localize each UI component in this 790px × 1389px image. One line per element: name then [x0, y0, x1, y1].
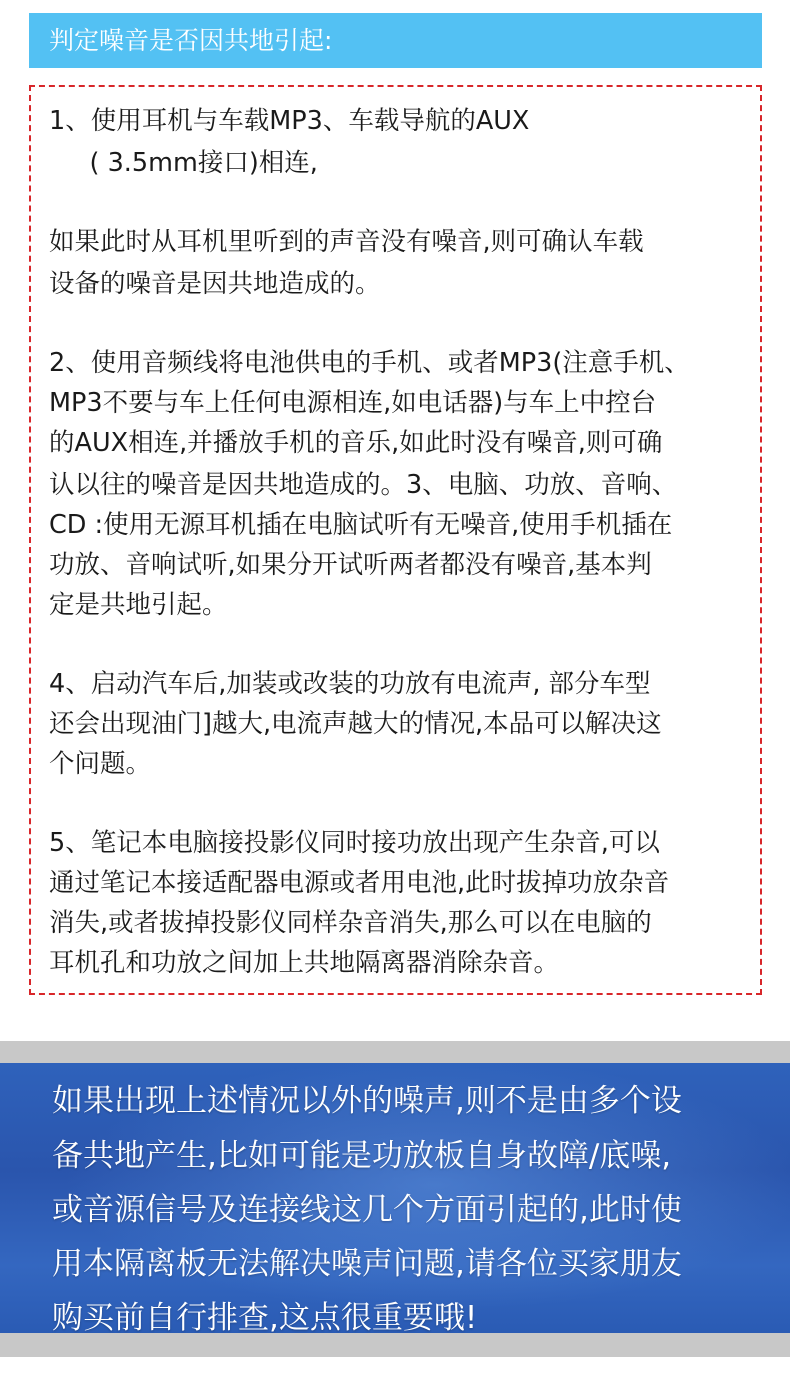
- paragraph-line: 消失,或者拔掉投影仪同样杂音消失,那么可以在电脑的: [49, 908, 652, 938]
- paragraph-line: 5、笔记本电脑接投影仪同时接功放出现产生杂音,可以: [49, 828, 660, 858]
- notice-banner: [0, 1063, 790, 1333]
- paragraph-line: 设备的噪音是因共地造成的。: [49, 269, 381, 299]
- paragraph-line: 还会出现油门]越大,电流声越大的情况,本品可以解决这: [49, 709, 662, 739]
- divider-band-bottom: [0, 1333, 790, 1357]
- divider-band-top: [0, 1041, 790, 1065]
- paragraph-line: 2、使用音频线将电池供电的手机、或者MP3(注意手机、: [49, 348, 690, 378]
- section-title: 判定噪音是否因共地引起:: [49, 26, 333, 55]
- paragraph-line: 1、使用耳机与车载MP3、车载导航的AUX: [49, 106, 530, 136]
- paragraph-line: 认以往的噪音是因共地造成的。3、电脑、功放、音响、: [49, 470, 678, 500]
- paragraph-line: 通过笔记本接适配器电源或者用电池,此时拔掉功放杂音: [49, 868, 670, 898]
- paragraph-line: ( 3.5mm接口)相连,: [49, 148, 318, 178]
- section-header: [29, 13, 762, 68]
- notice-line: 购买前自行排查,这点很重要哦!: [52, 1300, 478, 1333]
- notice-line: 或音源信号及连接线这几个方面引起的,此时使: [52, 1192, 682, 1228]
- paragraph-line: MP3不要与车上任何电源相连,如电话器)与车上中控台: [49, 388, 657, 418]
- paragraph-line: 个问题。: [49, 749, 152, 779]
- paragraph-line: 定是共地引起。: [49, 590, 228, 620]
- notice-line: 如果出现上述情况以外的噪声,则不是由多个设: [52, 1083, 682, 1119]
- notice-line: 备共地产生,比如可能是功放板自身故障/底噪,: [52, 1138, 672, 1174]
- content-box: [29, 85, 762, 995]
- paragraph-line: 耳机孔和功放之间加上共地隔离器消除杂音。: [49, 948, 560, 978]
- paragraph-line: 4、启动汽车后,加装或改装的功放有电流声, 部分车型: [49, 669, 651, 699]
- paragraph-line: 如果此时从耳机里听到的声音没有噪音,则可确认车载: [49, 227, 644, 257]
- notice-line: 用本隔离板无法解决噪声问题,请各位买家朋友: [52, 1246, 682, 1282]
- paragraph-line: 功放、音响试听,如果分开试听两者都没有噪音,基本判: [49, 550, 652, 580]
- paragraph-line: 的AUX相连,并播放手机的音乐,如此时没有噪音,则可确: [49, 428, 663, 458]
- paragraph-line: CD :使用无源耳机插在电脑试听有无噪音,使用手机插在: [49, 510, 673, 540]
